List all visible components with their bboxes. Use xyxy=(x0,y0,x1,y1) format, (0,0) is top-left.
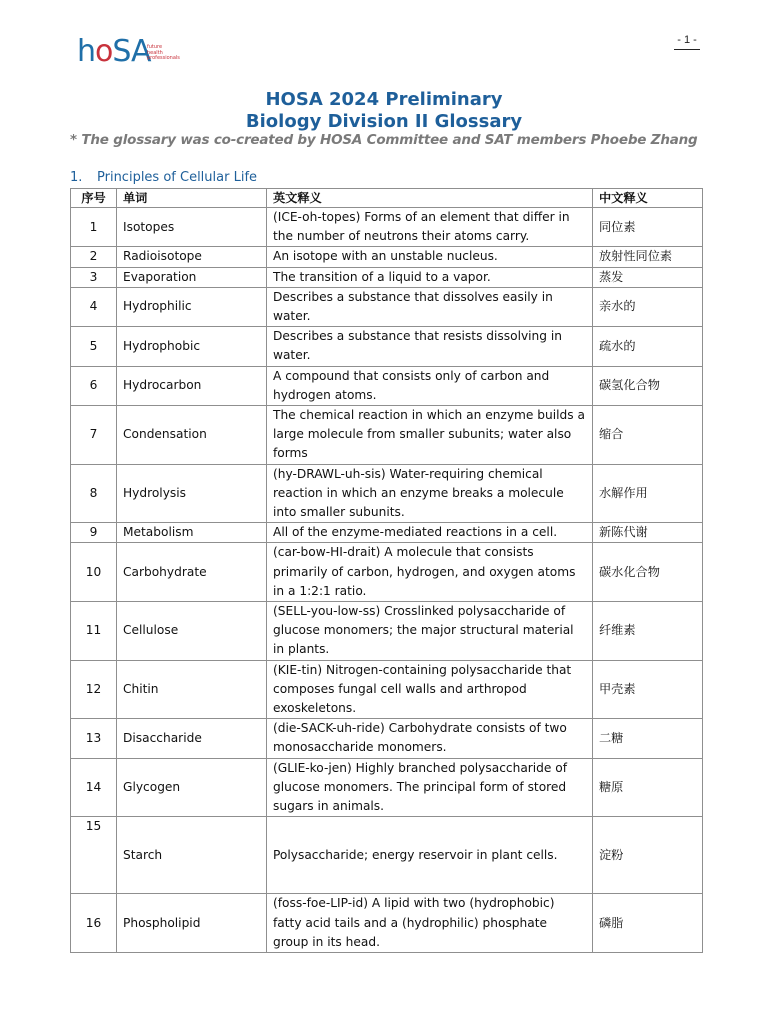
row-english: (car-bow-HI-drait) A molecule that consists primarily of carbon, hydrogen, and oxygen atoms in a 1:2:1 ratio. xyxy=(267,543,593,602)
row-word: Hydrocarbon xyxy=(117,366,267,405)
row-chinese: 碳氢化合物 xyxy=(593,366,703,405)
row-word: Hydrolysis xyxy=(117,464,267,523)
row-english: Polysaccharide; energy reservoir in plant cells. xyxy=(267,817,593,894)
page-subtitle-title: Biology Division II Glossary xyxy=(245,111,523,132)
row-number: 13 xyxy=(71,719,117,758)
table-header-row xyxy=(71,189,703,208)
section-number: 1. xyxy=(70,170,83,185)
header-number: 序号 xyxy=(71,189,117,208)
row-chinese: 水解作用 xyxy=(593,464,703,523)
row-number: 11 xyxy=(71,602,117,661)
row-english: (hy-DRAWL-uh-sis) Water-requiring chemical reaction in which an enzyme breaks a molecule into smaller subunits. xyxy=(267,464,593,523)
row-word: Hydrophilic xyxy=(117,287,267,326)
row-number: 10 xyxy=(71,543,117,602)
table-row xyxy=(71,287,703,326)
logo-wordmark: hoSA xyxy=(77,34,151,69)
header-word: 单词 xyxy=(117,189,267,208)
row-number: 6 xyxy=(71,366,117,405)
row-chinese: 同位素 xyxy=(593,208,703,247)
table-row xyxy=(71,817,703,894)
row-chinese: 磷脂 xyxy=(593,894,703,953)
row-word: Cellulose xyxy=(117,602,267,661)
row-english: (die-SACK-uh-ride) Carbohydrate consists of two monosaccharide monomers. xyxy=(267,719,593,758)
row-number: 12 xyxy=(71,660,117,719)
row-number: 3 xyxy=(71,267,117,287)
row-english: The transition of a liquid to a vapor. xyxy=(267,267,593,287)
row-chinese: 碳水化合物 xyxy=(593,543,703,602)
row-chinese: 亲水的 xyxy=(593,287,703,326)
row-english: All of the enzyme-mediated reactions in a cell. xyxy=(267,523,593,543)
header-chinese-definition: 中文释义 xyxy=(593,189,703,208)
table-row xyxy=(71,464,703,523)
row-number: 4 xyxy=(71,287,117,326)
table-row xyxy=(71,208,703,247)
row-chinese: 缩合 xyxy=(593,406,703,465)
row-number: 14 xyxy=(71,758,117,817)
row-chinese: 甲壳素 xyxy=(593,660,703,719)
row-number: 7 xyxy=(71,406,117,465)
row-english: (GLIE-ko-jen) Highly branched polysaccharide of glucose monomers. The principal form of stored sugars in animals. xyxy=(267,758,593,817)
row-word: Phospholipid xyxy=(117,894,267,953)
table-row xyxy=(71,543,703,602)
row-number: 1 xyxy=(71,208,117,247)
header-english-definition: 英文释义 xyxy=(267,189,593,208)
row-english: (KIE-tin) Nitrogen-containing polysaccharide that composes fungal cell walls and arthropod exoskeletons. xyxy=(267,660,593,719)
row-chinese: 糖原 xyxy=(593,758,703,817)
co-creation-note: * The glossary was co-created by HOSA Committee and SAT members Phoebe Zhang xyxy=(70,132,698,148)
table-row xyxy=(71,267,703,287)
section-title: Principles of Cellular Life xyxy=(97,170,258,185)
row-word: Carbohydrate xyxy=(117,543,267,602)
table-row xyxy=(71,894,703,953)
table-row xyxy=(71,758,703,817)
row-word: Isotopes xyxy=(117,208,267,247)
table-row xyxy=(71,602,703,661)
hosa-logo xyxy=(77,34,187,70)
table-row xyxy=(71,366,703,405)
row-number: 8 xyxy=(71,464,117,523)
row-chinese: 蒸发 xyxy=(593,267,703,287)
row-english: A compound that consists only of carbon and hydrogen atoms. xyxy=(267,366,593,405)
row-chinese: 疏水的 xyxy=(593,327,703,366)
row-word: Starch xyxy=(117,817,267,894)
row-english: Describes a substance that resists dissolving in water. xyxy=(267,327,593,366)
row-english: The chemical reaction in which an enzyme builds a large molecule from smaller subunits; water also forms xyxy=(267,406,593,465)
row-number: 16 xyxy=(71,894,117,953)
table-row xyxy=(71,719,703,758)
section-heading xyxy=(70,170,257,185)
row-word: Evaporation xyxy=(117,267,267,287)
row-number: 5 xyxy=(71,327,117,366)
row-english: (ICE-oh-topes) Forms of an element that differ in the number of neutrons their atoms carry. xyxy=(267,208,593,247)
row-chinese: 纤维素 xyxy=(593,602,703,661)
row-chinese: 二糖 xyxy=(593,719,703,758)
row-word: Condensation xyxy=(117,406,267,465)
logo-tagline: future health professionals xyxy=(147,44,180,62)
glossary-table xyxy=(70,188,703,953)
row-number: 15 xyxy=(71,817,117,894)
row-chinese: 新陈代谢 xyxy=(593,523,703,543)
table-row xyxy=(71,660,703,719)
row-english: An isotope with an unstable nucleus. xyxy=(267,247,593,267)
table-row xyxy=(71,247,703,267)
row-word: Chitin xyxy=(117,660,267,719)
row-english: (foss-foe-LIP-id) A lipid with two (hydrophobic) fatty acid tails and a (hydrophilic) phosphate group in its head. xyxy=(267,894,593,953)
table-row xyxy=(71,523,703,543)
row-word: Metabolism xyxy=(117,523,267,543)
row-number: 9 xyxy=(71,523,117,543)
row-english: (SELL-you-low-ss) Crosslinked polysaccharide of glucose monomers; the major structural material in plants. xyxy=(267,602,593,661)
row-english: Describes a substance that dissolves easily in water. xyxy=(267,287,593,326)
row-word: Disaccharide xyxy=(117,719,267,758)
page-number: - 1 - xyxy=(674,34,700,50)
row-word: Hydrophobic xyxy=(117,327,267,366)
page-title: HOSA 2024 Preliminary xyxy=(265,89,503,110)
row-chinese: 淀粉 xyxy=(593,817,703,894)
table-row xyxy=(71,327,703,366)
table-row xyxy=(71,406,703,465)
row-number: 2 xyxy=(71,247,117,267)
row-word: Glycogen xyxy=(117,758,267,817)
row-word: Radioisotope xyxy=(117,247,267,267)
row-chinese: 放射性同位素 xyxy=(593,247,703,267)
